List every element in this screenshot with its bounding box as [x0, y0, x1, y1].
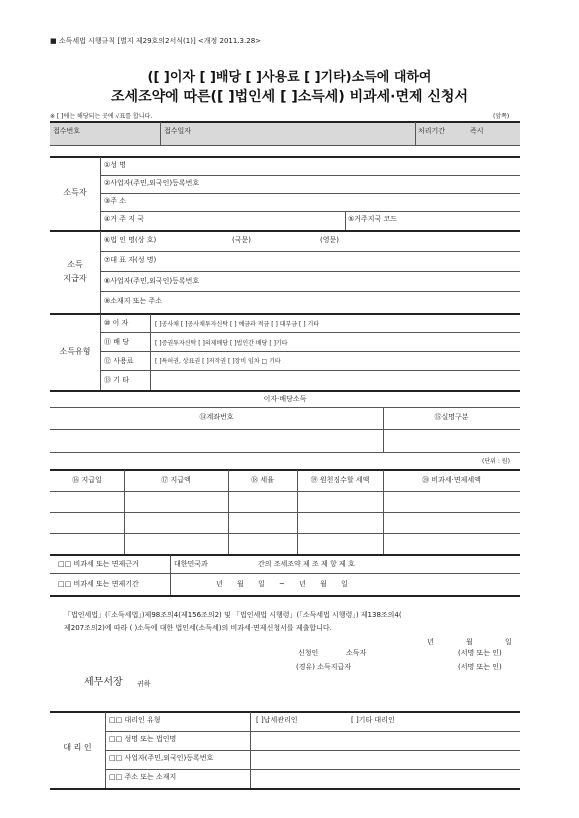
addressee-suffix: 귀하	[137, 680, 151, 688]
instruction-note: ※ [ ]에는 해당되는 곳에 √표를 합니다.	[50, 113, 153, 120]
agent-address-label: □□ 주소 또는 소재지	[109, 773, 177, 781]
exemption-basis-value-b: 간의 조세조약 제 조 제 항 제 호	[258, 560, 355, 568]
agent-reg-no-label: □□ 사업자(주민,외국인)등록번호	[109, 754, 214, 762]
applicant-label: 소득자	[346, 649, 367, 657]
recipient-country-code-label: ⑤거주지국 코드	[348, 215, 398, 223]
date-line: 년 월 일	[427, 638, 512, 646]
recipient-reg-no-label: ②사업자(주민,외국인)등록번호	[104, 179, 200, 187]
exemption-basis-value-a: 대한민국과	[174, 560, 208, 568]
payer-role: (경유) 소득지급자	[296, 663, 352, 671]
realname-type-label: ⑮실명구분	[434, 413, 469, 421]
applicant-role: 신청인	[298, 649, 319, 657]
exemption-basis-label: □□ 비과세 또는 면제근거	[58, 560, 139, 568]
agent-name-label: □□ 성명 또는 법인명	[109, 735, 177, 743]
payer-corp-name-label: ⑥법 인 명(상 호)	[104, 236, 157, 244]
receipt-number-label: 접수번호	[53, 127, 81, 135]
exempt-tax-header: ⑳ 비과세·면제세액	[422, 476, 481, 484]
applicant-signature: (서명 또는 인)	[458, 649, 502, 657]
income-type-royalty-options[interactable]: [ ]특허권, 상표권 [ ]저작권 [ ]장비 임차 □ 기타	[155, 358, 281, 365]
income-type-dividend-options[interactable]: [ ]증권투자신탁 [ ]의제배당 [ ]법인간 배당 [ ]기타	[155, 340, 288, 347]
exemption-period-value: 년 월 일 ~ 년 월 일	[216, 580, 348, 588]
interest-dividend-heading: 이자·배당소득	[263, 395, 307, 403]
income-type-interest-options[interactable]: [ ]공사채 [ ]공사채투자신탁 [ ] 예금과 적금 [ ] 대부금 [ ] 기타	[155, 321, 320, 328]
recipient-section-label: 소득자	[63, 188, 87, 197]
payer-korean-label: (국문)	[232, 236, 251, 244]
income-type-interest-label: ⑩ 이 자	[104, 319, 129, 327]
processing-period-value: 즉시	[470, 127, 484, 135]
agent-type-tax-manager[interactable]: [ ]납세관리인	[256, 716, 298, 724]
payer-location-label: ⑨소재지 또는 주소	[104, 297, 163, 305]
recipient-address-label: ③주 소	[104, 197, 127, 205]
statement-line-2: 제207조의2)에 따라 ( )소득에 대한 법인세(소득세)의 비과세·면제신청서를 제출합니다.	[64, 624, 332, 632]
receipt-row-bg	[50, 122, 520, 145]
receipt-date-label: 접수일자	[164, 127, 192, 135]
agent-type-other[interactable]: [ ]기타 대리인	[351, 716, 395, 724]
income-type-dividend-label: ⑪ 배 당	[104, 338, 129, 346]
payer-section-label-2: 지급자	[63, 274, 87, 283]
income-type-royalty-label: ⑫ 사용료	[104, 357, 134, 365]
processing-period-label: 처리기간	[418, 127, 446, 135]
payment-amount-header: ⑰ 지급액	[161, 476, 191, 484]
form-title-line1: ([ ]이자 [ ]배당 [ ]사용료 [ ]기타)소득에 대하여	[147, 70, 432, 85]
recipient-country-label: ④거 주 지 국	[104, 215, 144, 223]
payer-section-label-1: 소득	[67, 260, 83, 269]
payment-date-header: ⑯ 지급일	[72, 476, 102, 484]
payer-signature: (서명 또는 인)	[458, 663, 502, 671]
page-side-label: (앞쪽)	[493, 113, 510, 120]
statement-line-1: 「법인세법」(「소득세법」)제98조의4(제156조의2) 및 「법인세법 시행령」(「소득세법 시행령」) 제138조의4(	[64, 611, 402, 619]
payer-reg-no-label: ⑧사업자(주민,외국인)등록번호	[104, 277, 200, 285]
recipient-name-label: ①성 명	[104, 161, 127, 169]
withholding-tax-header: ⑲ 원천징수할 세액	[310, 476, 370, 484]
account-number-label: ⑭계좌번호	[199, 413, 234, 421]
agent-section-label: 대 리 인	[63, 743, 92, 752]
unit-label: (단위 : 원)	[482, 458, 510, 465]
form-header-note: ■ 소득세법 시행규칙 [별지 제29호의2서식(1)] <개정 2011.3.28>	[50, 37, 262, 45]
payer-english-label: (영문)	[320, 236, 339, 244]
addressee: 세무서장	[84, 677, 123, 688]
tax-rate-header: ⑱ 세율	[251, 476, 274, 484]
agent-type-label: □□ 대리인 유형	[109, 716, 161, 724]
income-type-section-label: 소득유형	[59, 347, 91, 356]
exemption-period-label: □□ 비과세 또는 면제기간	[58, 580, 139, 588]
payer-rep-label: ⑦대 표 자(성 명)	[104, 256, 157, 264]
income-type-other-label: ⑬ 기 타	[104, 376, 129, 384]
form-title-line2: 조세조약에 따른([ ]법인세 [ ]소득세) 비과세·면제 신청서	[111, 89, 468, 105]
